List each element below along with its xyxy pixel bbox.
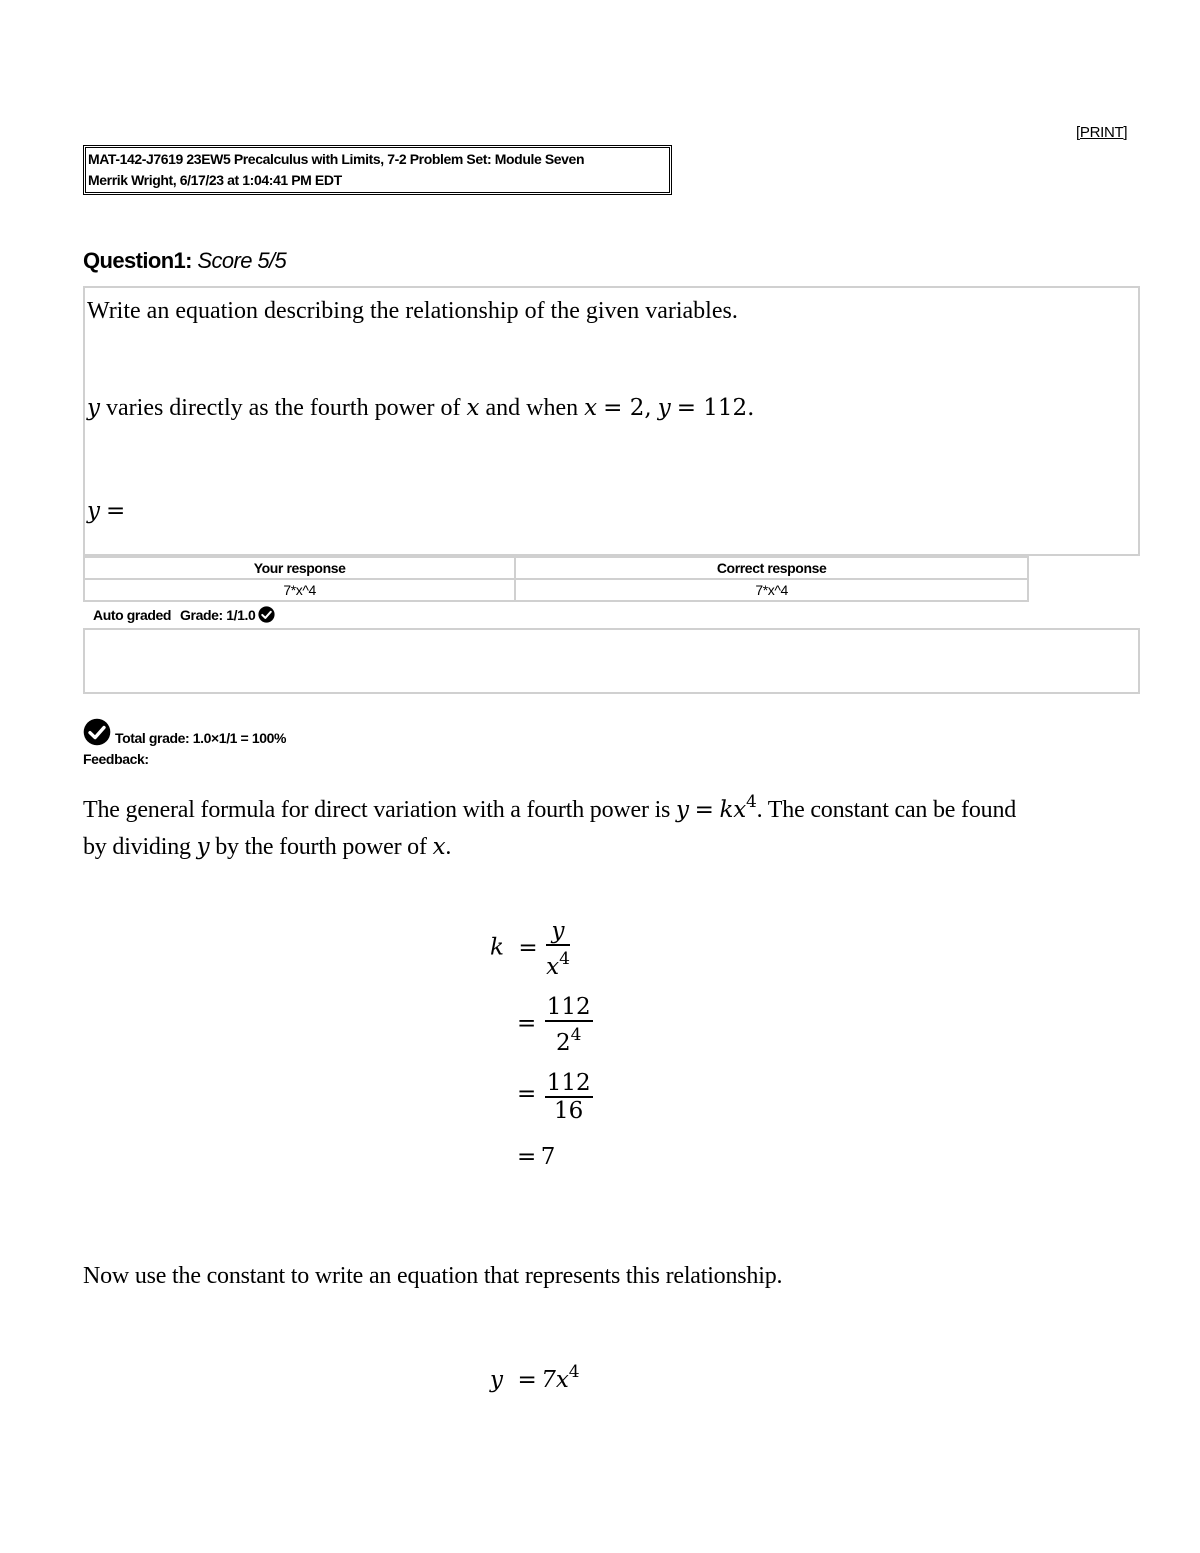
your-response-header: Your response <box>84 557 515 579</box>
question-label: Question1: <box>83 248 192 273</box>
assignment-header <box>83 145 672 195</box>
course-line: MAT-142-J7619 23EW5 Precalculus with Limits, 7-2 Problem Set: Module Seven <box>88 151 585 167</box>
auto-graded-label: Auto graded <box>93 606 172 623</box>
your-response-value: 7*x^4 <box>84 579 515 601</box>
check-circle-icon <box>83 718 111 746</box>
response-table <box>83 556 1029 602</box>
grade-label: Grade: 1/1.0 <box>180 606 256 623</box>
question-box <box>83 286 1140 556</box>
feedback-paragraph-1: The general formula for direct variation with a fourth power is $y = kx^4$. The constant can be found by dividing y by the fourth power of x. <box>83 792 1017 860</box>
feedback-label: Feedback: <box>83 751 149 767</box>
eq-row-4: = 7 <box>517 1144 556 1170</box>
eq-row-1: k = $\frac{y}{x4}$ <box>490 918 570 980</box>
check-circle-icon <box>258 606 275 623</box>
correct-response-header: Correct response <box>515 557 1028 579</box>
answer-line: y = <box>87 498 126 524</box>
total-grade-line <box>83 718 286 746</box>
total-grade: Total grade: 1.0×1/1 = 100% <box>115 730 287 746</box>
final-equation: y = 7x4 <box>490 1362 580 1393</box>
question-score: Score 5/5 <box>197 248 287 273</box>
print-link[interactable]: [PRINT] <box>1076 124 1128 141</box>
student-line: Merrik Wright, 6/17/23 at 1:04:41 PM EDT <box>88 172 342 188</box>
correct-response-value: 7*x^4 <box>515 579 1028 601</box>
auto-graded-line <box>93 606 275 623</box>
feedback-paragraph-3: Now use the constant to write an equation that represents this relationship. <box>83 1263 783 1289</box>
eq-row-3: = $\frac{112}{16}$ <box>517 1070 591 1124</box>
response-header-row <box>84 557 1028 579</box>
eq-row-2: = $\frac{112}{24}$ <box>517 994 591 1056</box>
question-statement: y varies directly as the fourth power of x and when x = 2, y = 112. <box>87 395 755 421</box>
response-row <box>84 579 1028 601</box>
question-title <box>83 248 286 274</box>
question-prompt: Write an equation describing the relationship of the given variables. <box>87 298 738 324</box>
comment-box <box>83 628 1140 694</box>
